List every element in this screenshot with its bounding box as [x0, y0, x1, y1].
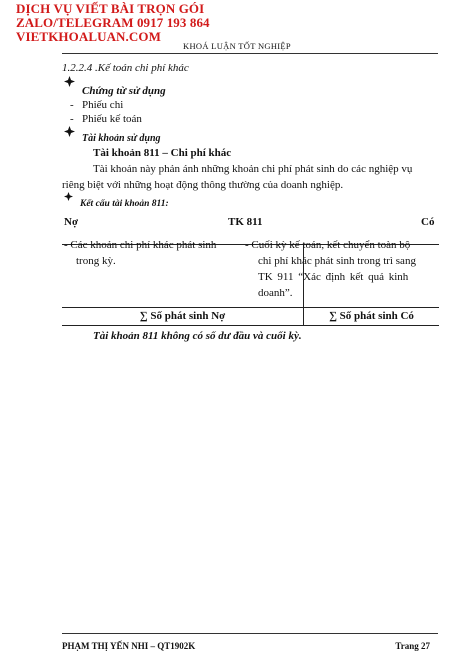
accounts-heading: Tài khoản sử dụng [82, 133, 161, 144]
footer-page-number: Trang 27 [395, 641, 430, 651]
section-heading: 1.2.2.4 .Kế toán chi phí khác [62, 62, 189, 74]
ledger-credit-line-1: - Cuối kỳ kế toán, kết chuyển toàn bộ [245, 239, 411, 251]
ledger-debit-label: Nợ [64, 216, 79, 228]
ledger-account-label: TK 811 [228, 216, 263, 228]
account-title: Tài khoản 811 – Chi phí khác [93, 147, 232, 159]
ledger-debit-line-2: trong kỳ. [76, 255, 116, 267]
diamond-bullet-icon [64, 76, 75, 87]
footer-author: PHẠM THỊ YẾN NHI – QT1902K [62, 641, 196, 651]
promo-line-1: DỊCH VỤ VIẾT BÀI TRỌN GÓI [16, 1, 205, 16]
header-rule [62, 53, 438, 54]
voucher-item: - [70, 113, 74, 125]
ledger-credit-line-2: chi phí khác phát sinh trong trì sang [258, 255, 416, 267]
ledger-debit-line-1: - Các khoản chi phí khác phát sinh [64, 239, 217, 251]
page-header-title: KHOÁ LUẬN TỐT NGHIỆP [183, 41, 291, 51]
structure-heading: Kết cấu tài khoản 811: [80, 199, 169, 209]
diamond-bullet-icon [64, 126, 75, 137]
account-description-line-2: riêng biệt với những hoạt động thông thường của doanh nghiệp. [62, 179, 344, 191]
voucher-item: - [70, 99, 74, 111]
ledger-debit-total: ∑ Số phát sinh Nợ [139, 310, 226, 322]
voucher-item-label: Phiếu chi [82, 99, 124, 111]
diamond-bullet-icon [64, 192, 73, 201]
account-description-line-1: Tài khoản này phản ánh những khoản chi phí phát sinh do các nghiệp vụ [93, 163, 413, 175]
promo-line-3: VIETKHOALUAN.COM [16, 29, 161, 44]
voucher-item-label: Phiếu kế toán [82, 113, 142, 125]
ledger-credit-total: ∑ Số phát sinh Có [329, 310, 414, 322]
ledger-middle-rule [62, 307, 439, 308]
ledger-credit-line-3: TK 911 “Xác định kết quả kinh [258, 271, 409, 283]
ledger-credit-line-4: doanh”. [258, 287, 293, 299]
footer-rule [62, 633, 438, 634]
vouchers-heading: Chứng từ sử dụng [82, 85, 166, 97]
closing-note: Tài khoản 811 không có số dư đầu và cuối kỳ. [93, 330, 302, 342]
promo-line-2: ZALO/TELEGRAM 0917 193 864 [16, 15, 210, 30]
ledger-bottom-rule [62, 325, 439, 326]
ledger-credit-label: Có [421, 216, 435, 228]
